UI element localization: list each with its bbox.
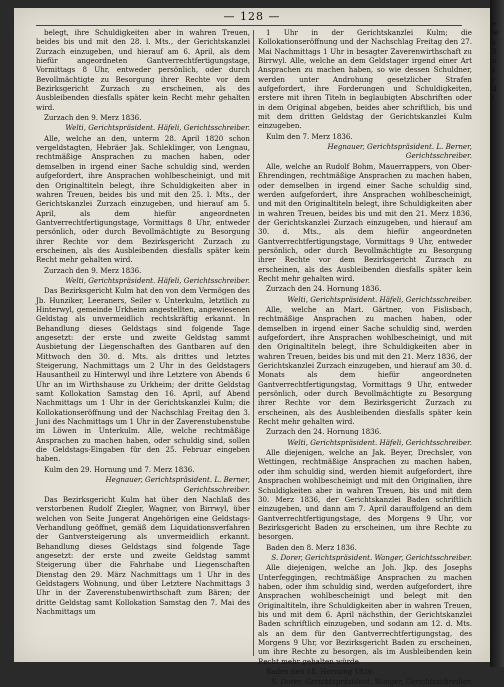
right-signature: Welti, Gerichtspräsident. Häfeli, Gerichtsschreiber. bbox=[287, 437, 472, 447]
column-divider bbox=[253, 30, 254, 656]
left-paragraph: belegt, ihre Schuldigkeiten aber in wahren Treuen, beides bis und mit den 28. l. Mts., der Gerichtskanzlei Zurzach einzugeben, und hierauf am 6. April, als dem hiefür angeordneten Gantverrechtfertigungstage, Vormittags 8 Uhr, entweder persönlich, oder durch Bevollmächtigte zu Besorgung ihrer Rechte vor dem Bezirksgericht Zurzach zu erscheinen, als des Ausbleibenden diesfalls später kein Recht mehr gehalten wird. bbox=[36, 28, 250, 112]
left-date-line: Kulm den 29. Hornung und 7. Merz 1836. bbox=[44, 464, 195, 474]
left-paragraph: Das Bezirksgericht Kulm hat den von dem Vermögen des Jb. Hunziker, Leeraners, Seiler v. Unterkulm, letztlich zu Hinterwyl, gemeinde Urkheim angestellten, angewiesenen Geldstag als unvermeidlich rechtskräftig erkannt. In Behandlung dieses Geldstags sind folgende Tage angesetzt: der erste und zweite Geldstag sammt Ausbietung der Liegenschaften des Gantbaren auf den Mittwoch den 30. d. Mts. als drittes und letztes Steigerung, Nachmittags um 2 Uhr in des Geldstagers Hausantheil zu Hinterwyl und ihre Letztere von Abends 6 Uhr an im Wirthshause zu Urkheim; der dritte Geldstag samt Kollokation Samstag den 16. April, auf Abend Nachmittags um 1 Uhr in der Gerichtskanzlei Kulm; die Kollokationseröffnung und der Nachschlag Freitag den 3. Juni des Nachmittags um 1 Uhr in der Zaverenstubenstube im Löwen in Unterkulm. Alle, welche rechtmäßige Ansprachen zu machen haben, oder schuldig sind, sollen die Geldstags-Eingaben für den 25. Februar eingeben haben. bbox=[36, 286, 250, 464]
right-column bbox=[258, 28, 472, 687]
fragment-char: n bbox=[492, 57, 497, 66]
header-rule bbox=[36, 25, 462, 26]
right-date-line: Baden den 18. Hornung 1836. bbox=[266, 667, 375, 677]
fragment-char: r bbox=[492, 75, 496, 84]
fragment-char: ie bbox=[492, 29, 499, 38]
left-paragraph: Das Bezirksgericht Kulm hat über den Nachlaß des verstorbenen Rudolf Ziegler, Wagner, von Birrwyl, über welchen von Seite Jungerat Angehörigen eine Geldstags-Verhandlung geöffnet, gemäß dem Liquidationsverfahren der Gantversteigerung als unvermeidlich erkannt. Behandlung dieses Geldstags sind folgende Tage angesetzt: der erste und zweite Geldstag sammt Steigerung über die Fahrhabe und Liegenschaften Dienstag den 29. März Nachmittags um 1 Uhr in des Geldstagers Wohnung, und über Letztere Nachmittags 3 Uhr in der Zaverenstubenwirthschaft zum Bären; der dritte Geldstag samt Kollokation Samstag den 7. Mai des Nachmittags um bbox=[36, 494, 250, 616]
left-date-line: Zurzach den 9. Merz 1836. bbox=[44, 265, 142, 275]
fragment-char: s bbox=[492, 38, 496, 47]
page-number: — 128 — bbox=[223, 10, 281, 23]
right-date-line: Zurzach den 24. Hornung 1836. bbox=[266, 427, 382, 437]
fragment-char: t bbox=[492, 66, 495, 75]
left-date-line: Zurzach den 9. Merz 1836. bbox=[44, 113, 142, 123]
right-paragraph: Alle diejenigen, welche an Jak. Beyer, Drechsler, von Wettingen, rechtmäßige Ansprachen zu machen haben, oder ihm schuldig sind, werden hiemit aufgefordert, ihre Ansprachen wohlbescheinigt und mit den Originalien, ihre Schuldigkeiten aber in wahren Treuen, bis und mit dem 30. Merz 1836, der Gerichtskanzlei Baden schriftlich einzugeben, und dann am 7. April darauffolgend an dem Gantverrechtfertigungstage, des Morgens 9 Uhr, vor Bezirksgericht Baden zu erscheinen, um ihre Rechte zu besorgen. bbox=[258, 448, 472, 542]
right-signature: S. Dorer, Gerichtspräsident. Wanger, Gerichtsschreiber. bbox=[271, 677, 472, 687]
right-paragraph: 1 Uhr in der Gerichtskanzlei Kulm; die Kollokationseröffnung und der Nachschlag Freitag den 27. Mai Nachmittags 1 Uhr in besagter Zaverenwirthschaft zu Birrwyl. Alle, welche an dem Geldstager irgend einer Art Ansprachen zu machen haben, so wie dessen Schuldner, werden unter Androhung gesetzlicher Strafen aufgefordert, ihre Forderungen und Schuldigkeiten, erstere mit ihren Titeln in beglaubigten Abschriften oder in dem Original abgeben, beides aber schriftlich, bis und mit dem dritten Geldstag der Gerichtskanzlei Kulm einzugeben. bbox=[258, 28, 472, 131]
left-signature: Hegnauer, Gerichtspräsident. L. Berner, Gerichtsschreiber. bbox=[105, 475, 250, 494]
right-paragraph: Alle, welche an Rudolf Bohm, Mauerrappers, von Ober-Ehrendingen, rechtmäßige Ansprachen zu machen haben, oder demselben in irgend einer Sache schuldig sind, werden aufgefordert, ihre Ansprachen wohlbescheinigt, und mit den Originaltiteln belegt, ihre Schuldigkeiten aber in wahren Treuen, beides bis und mit den 21. Merz 1836, der Gerichtskanzlei Zurzach einzugeben, und hierauf am 30. d. Mts., als dem hiefür angeordneten Gantverrechtfertigungstage, Vormittags 9 Uhr, entweder persönlich, oder durch Bevollmächtigte zu Besorgung ihrer Rechte vor dem Bezirksgericht Zurzach zu erscheinen, als des Ausbleibenden diesfalls später kein Recht mehr gehalten wird. bbox=[258, 161, 472, 283]
right-date-line: Baden den 8. Merz 1836. bbox=[266, 542, 357, 552]
left-column bbox=[36, 28, 250, 658]
right-date-line: Zurzach den 24. Hornung 1836. bbox=[266, 284, 382, 294]
right-signature: Welti, Gerichtspräsident. Häfeli, Gerichtsschreiber. bbox=[287, 294, 472, 304]
left-signature: Welti, Gerichtspräsident. Häfeli, Gerichtsschreiber. bbox=[65, 275, 250, 285]
fragment-char: 3 bbox=[492, 47, 497, 56]
left-paragraph: Alle, welche an den, unterm 28. April 1820 schon vergeldstagten, Hebräer Jak. Schleklinger, von Lengnau, rechtmäßige Ansprachen zu machen haben, oder demselben in irgend einer Sache schuldig sind, werden aufgefordert, ihre Ansprachen wohlbescheinigt, und mit den Originaltiteln belegt, ihre Schuldigkeiten aber in wahren Treuen, beides bis und mit den 25. l. Mts., der Gerichtskanzlei Zurzach einzugeben, und hierauf am 5. April, als dem hiefür angeordneten Gantverrechtfertigungstage, Vormittags 8 Uhr, entweder persönlich, oder durch Bevollmächtigte zu Besorgung ihrer Rechte vor dem Bezirksgericht Zurzach zu erscheinen, als des Ausbleibenden diesfalls später kein Recht mehr gehalten wird. bbox=[36, 133, 250, 265]
adjacent-page-fragment bbox=[492, 20, 504, 650]
left-signature: Welti, Gerichtspräsident. Häfeli, Gerichtsschreiber. bbox=[65, 123, 250, 133]
fragment-char: e bbox=[492, 20, 497, 28]
scan-edge-shadow bbox=[490, 0, 504, 667]
right-date-line: Kulm den 7. Merz 1836. bbox=[266, 131, 353, 141]
fragment-char: d bbox=[492, 85, 497, 94]
right-signature: S. Dorer, Gerichtspräsident. Wanger, Gerichtsschreiber. bbox=[271, 552, 472, 562]
right-signature: Hegnauer, Gerichtspräsident. L. Berner, Gerichtsschreiber. bbox=[327, 142, 472, 161]
document-page bbox=[14, 8, 490, 687]
right-paragraph: Alle diejenigen, welche an Joh. Jkp. des Josephs Unterfeggingen, rechtmäßige Ansprachen zu machen haben, oder ihm schuldig sind, werden aufgefordert, ihre Ansprachen wohlbescheinigt und belegt mit den Originaltiteln, ihre Schuldigkeiten aber in wahren Treuen, bis und mit dem 6. April nächsthin, der Gerichtskanzlei Baden schriftlich einzugeben, und sodann am 12. d. Mts. als an dem für den Gantverrechtfertigungstag, des Morgens 9 Uhr, vor Bezirksgericht Baden zu erscheinen, um ihre Rechte zu besorgen, als im Ausbleibenden kein Recht mehr gehalten würde. bbox=[258, 563, 472, 666]
fragment-char: i bbox=[492, 94, 495, 103]
right-paragraph: Alle, welche an Mart. Gärtner, von Fislisbach, rechtmäßige Ansprachen zu machen haben, oder demselben in irgend einer Sache schuldig sind, werden aufgefordert, ihre Ansprachen wohlbescheinigt, und mit den Originaltiteln belegt, ihre Schuldigkeiten aber in wahren Treuen, beides bis und mit den 21. Merz 1836, der Gerichtskanzlei Zurzach einzugeben, und hierauf am 30. d. Monats als dem hiefür angeordneten Gantverrechtfertigungstag, Vormittags 9 Uhr, entweder persönlich, oder durch Bevollmächtigte zu Besorgung ihrer Rechte vor dem Bezirksgericht Zurzach zu erscheinen, als des Ausbleibenden diesfalls später kein Recht mehr gehalten wird. bbox=[258, 304, 472, 427]
